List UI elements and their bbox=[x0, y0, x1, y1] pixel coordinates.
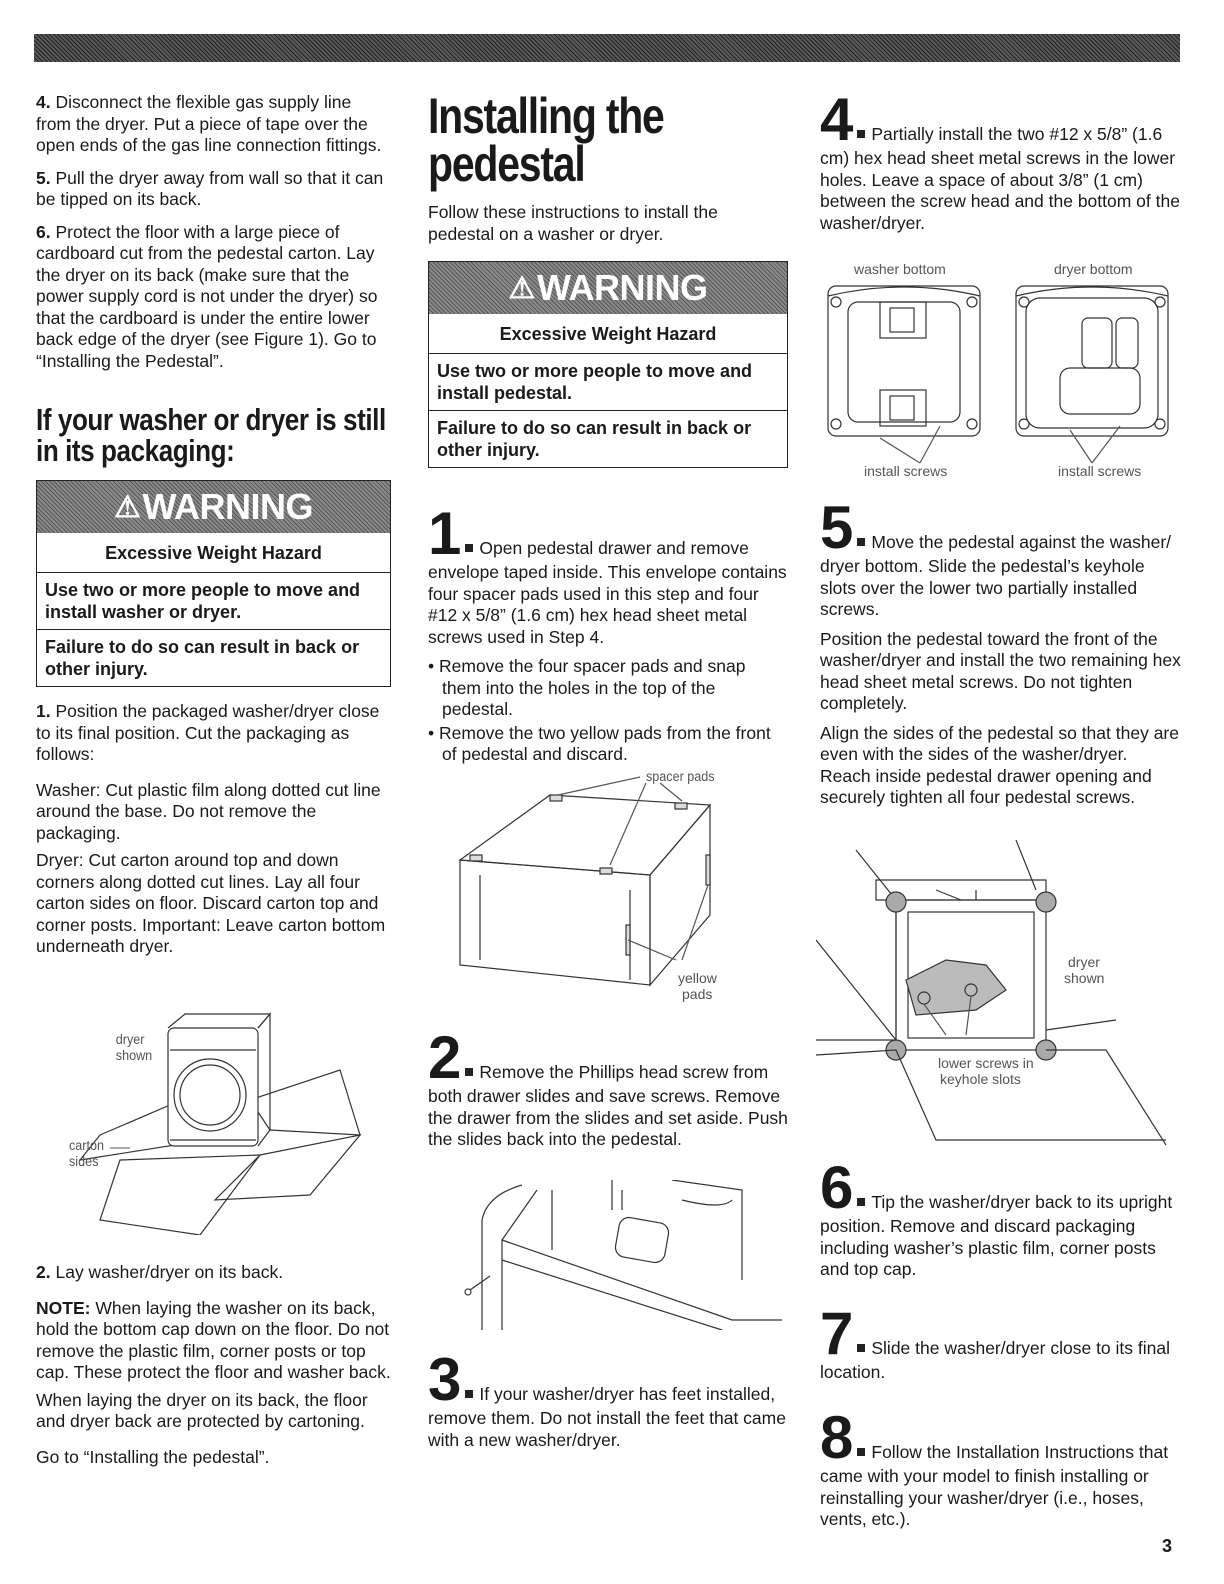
dryer-back-note: When laying the dryer on its back, the floor and dryer back are protected by cartoning. bbox=[36, 1389, 368, 1431]
step-bullet-icon bbox=[857, 538, 865, 546]
right-step-4: 4 Partially install the two #12 x 5/8” (1.6 cm) hex head sheet metal screws in the lower holes. Leave a space of about 3/8” (1 cm) between the screw head and the bottom of the washer/dryer. bbox=[820, 86, 1180, 233]
dryer-carton-figure bbox=[60, 1010, 380, 1235]
warning-line: Use two or more people to move and install pedestal. bbox=[429, 353, 787, 410]
step-bullet-icon bbox=[857, 1344, 865, 1352]
dryer-bottom-label: dryer bottom bbox=[1054, 261, 1133, 277]
step1-bullets bbox=[428, 656, 788, 766]
fig1-label-shown: shown bbox=[115, 1047, 153, 1064]
warning-line: Failure to do so can result in back or other injury. bbox=[37, 629, 390, 686]
packaging-warning bbox=[36, 480, 391, 687]
keyhole-dryer-label: dryer bbox=[1068, 954, 1100, 970]
note: NOTE: When laying the washer on its back, hold the bottom cap down on the floor. Do not remove the plastic film, corner posts or top cap. These protect the floor and washer back. bbox=[36, 1297, 391, 1382]
warning-title: Excessive Weight Hazard bbox=[499, 324, 717, 344]
packaging-heading: If your washer or dryer is still in its packaging: bbox=[36, 402, 386, 468]
warning-line: Use two or more people to move and install washer or dryer. bbox=[37, 572, 390, 629]
bottom-views-figure bbox=[820, 258, 1180, 483]
middle-column bbox=[428, 88, 788, 774]
warning-triangle-icon: ⚠ bbox=[114, 490, 141, 524]
keyhole-slots-figure bbox=[816, 840, 1176, 1155]
left-step-5: 5. Pull the dryer away from wall so that it can be tipped on its back. bbox=[36, 167, 384, 209]
keyhole-slots-label: keyhole slots bbox=[940, 1071, 1021, 1087]
left-step-4: 4. Disconnect the flexible gas supply line from the dryer. Put a piece of tape over the open ends of the gas line connection fittings. bbox=[36, 92, 382, 155]
intro: Follow these instructions to install the pedestal on a washer or dryer. bbox=[428, 202, 718, 244]
right-step-5: 5 Move the pedestal against the washer/ dryer bottom. Slide the pedestal’s keyhole slots over the lower two partially installed screws. Position the pedestal toward the front of the washer/dryer and install the two remaining hex head sheet metal screws. Do not tighten completely. Align the sides of the pedestal so that they are even with the sides of the washer/dryer. Reach inside pedestal drawer opening and securely tighten all four pedestal screws. bbox=[820, 494, 1181, 807]
left-step-6: 6. Protect the floor with a large piece of cardboard cut from the pedestal carton. Lay the dryer on its back (make sure that the power supply cord is not under the dryer) so that the cardboard is under the entire lower back edge of the dryer (see Figure 1). Go to “Installing the Pedestal”. bbox=[36, 221, 378, 371]
install-screws-label: install screws bbox=[1058, 463, 1142, 479]
fig1-label-dryer: dryer bbox=[115, 1031, 145, 1048]
fig1-label-sides: sides bbox=[69, 1153, 99, 1170]
left-p2: 2. Lay washer/dryer on its back. bbox=[36, 1262, 284, 1282]
warning-triangle-icon: ⚠ bbox=[508, 271, 535, 305]
step-bullet-icon bbox=[857, 1448, 865, 1456]
mid-step-2: 2 Remove the Phillips head screw from both drawer slides and save screws. Remove the drawer from the slides and set aside. Push the slides back into the pedestal. bbox=[428, 1024, 788, 1149]
left-column bbox=[36, 92, 391, 969]
warning-line: Failure to do so can result in back or other injury. bbox=[429, 410, 787, 467]
step-bullet-icon bbox=[857, 130, 865, 138]
list-item: • Remove the two yellow pads from the front of pedestal and discard. bbox=[428, 722, 771, 764]
step5-position: Position the pedestal toward the front of the washer/dryer and install the two remaining hex head sheet metal screws. Do not tighten completely. bbox=[820, 628, 1181, 713]
spacer-pads-figure bbox=[450, 765, 740, 1015]
right-step-8: 8 Follow the Installation Instructions that came with your model to finish installing or reinstalling your washer/dryer (i.e., hoses, vents, etc.). bbox=[820, 1404, 1169, 1529]
step-bullet-icon bbox=[465, 1390, 473, 1398]
warning-banner: ⚠ WARNING bbox=[37, 481, 390, 533]
pads-label: pads bbox=[682, 986, 713, 1002]
warning-title: Excessive Weight Hazard bbox=[105, 543, 322, 563]
drawer-slides-figure bbox=[462, 1180, 782, 1330]
step-bullet-icon bbox=[465, 544, 473, 552]
install-screws-label: install screws bbox=[864, 463, 948, 479]
dryer-instructions: Dryer: Cut carton around top and down corners along dotted cut lines. Lay all four carton sides on floor. Discard carton top and corner posts. Important: Leave carton bottom underneath dryer. bbox=[36, 850, 386, 956]
right-step-7: 7 Slide the washer/dryer close to its final location. bbox=[820, 1300, 1170, 1382]
washer-bottom-label: washer bottom bbox=[854, 261, 946, 277]
page-title: Installing the pedestal bbox=[428, 88, 664, 192]
step-bullet-icon bbox=[465, 1068, 473, 1076]
keyhole-shown-label: shown bbox=[1064, 970, 1105, 986]
goto-pedestal: Go to “Installing the pedestal”. bbox=[36, 1446, 270, 1467]
pedestal-warning bbox=[428, 261, 788, 468]
warning-banner: ⚠ WARNING bbox=[429, 262, 787, 314]
yellow-label: yellow bbox=[678, 970, 717, 986]
page-number: 3 bbox=[1162, 1536, 1173, 1556]
list-item: • Remove the four spacer pads and snap them into the holes in the top of the pedestal. bbox=[428, 656, 746, 719]
header-bar bbox=[34, 34, 1180, 62]
mid-step-1: 1 Open pedestal drawer and remove envelope taped inside. This envelope contains four spacer pads used in this step and four #12 x 5/8” (1.6 cm) hex head sheet metal screws used in Step 4. • Remove the four spacer pads and snap them into the holes in the top of the pedestal. • Remove the two yellow pads from the front of pedestal and discard. bbox=[428, 500, 787, 764]
left-column-bottom bbox=[36, 1262, 391, 1479]
left-p1: 1. Position the packaged washer/dryer close to its final position. Cut the packaging as follows: bbox=[36, 701, 380, 764]
right-step-6: 6 Tip the washer/dryer back to its upright position. Remove and discard packaging including washer’s plastic film, corner posts and top cap. bbox=[820, 1154, 1173, 1279]
step-bullet-icon bbox=[857, 1198, 865, 1206]
step5-align: Align the sides of the pedestal so that they are even with the sides of the washer/dryer. Reach inside pedestal drawer opening and securely tighten all four pedestal screws. bbox=[820, 722, 1179, 807]
mid-step-3: 3 If your washer/dryer has feet installed, remove them. Do not install the feet that came with a new washer/dryer. bbox=[428, 1346, 786, 1450]
lower-screws-label: lower screws in bbox=[938, 1055, 1034, 1071]
spacer-pads-label: spacer pads bbox=[646, 768, 715, 785]
washer-instructions: Washer: Cut plastic film along dotted cut line around the base. Do not remove the packaging. bbox=[36, 779, 381, 843]
fig1-label-carton: carton bbox=[69, 1137, 104, 1154]
